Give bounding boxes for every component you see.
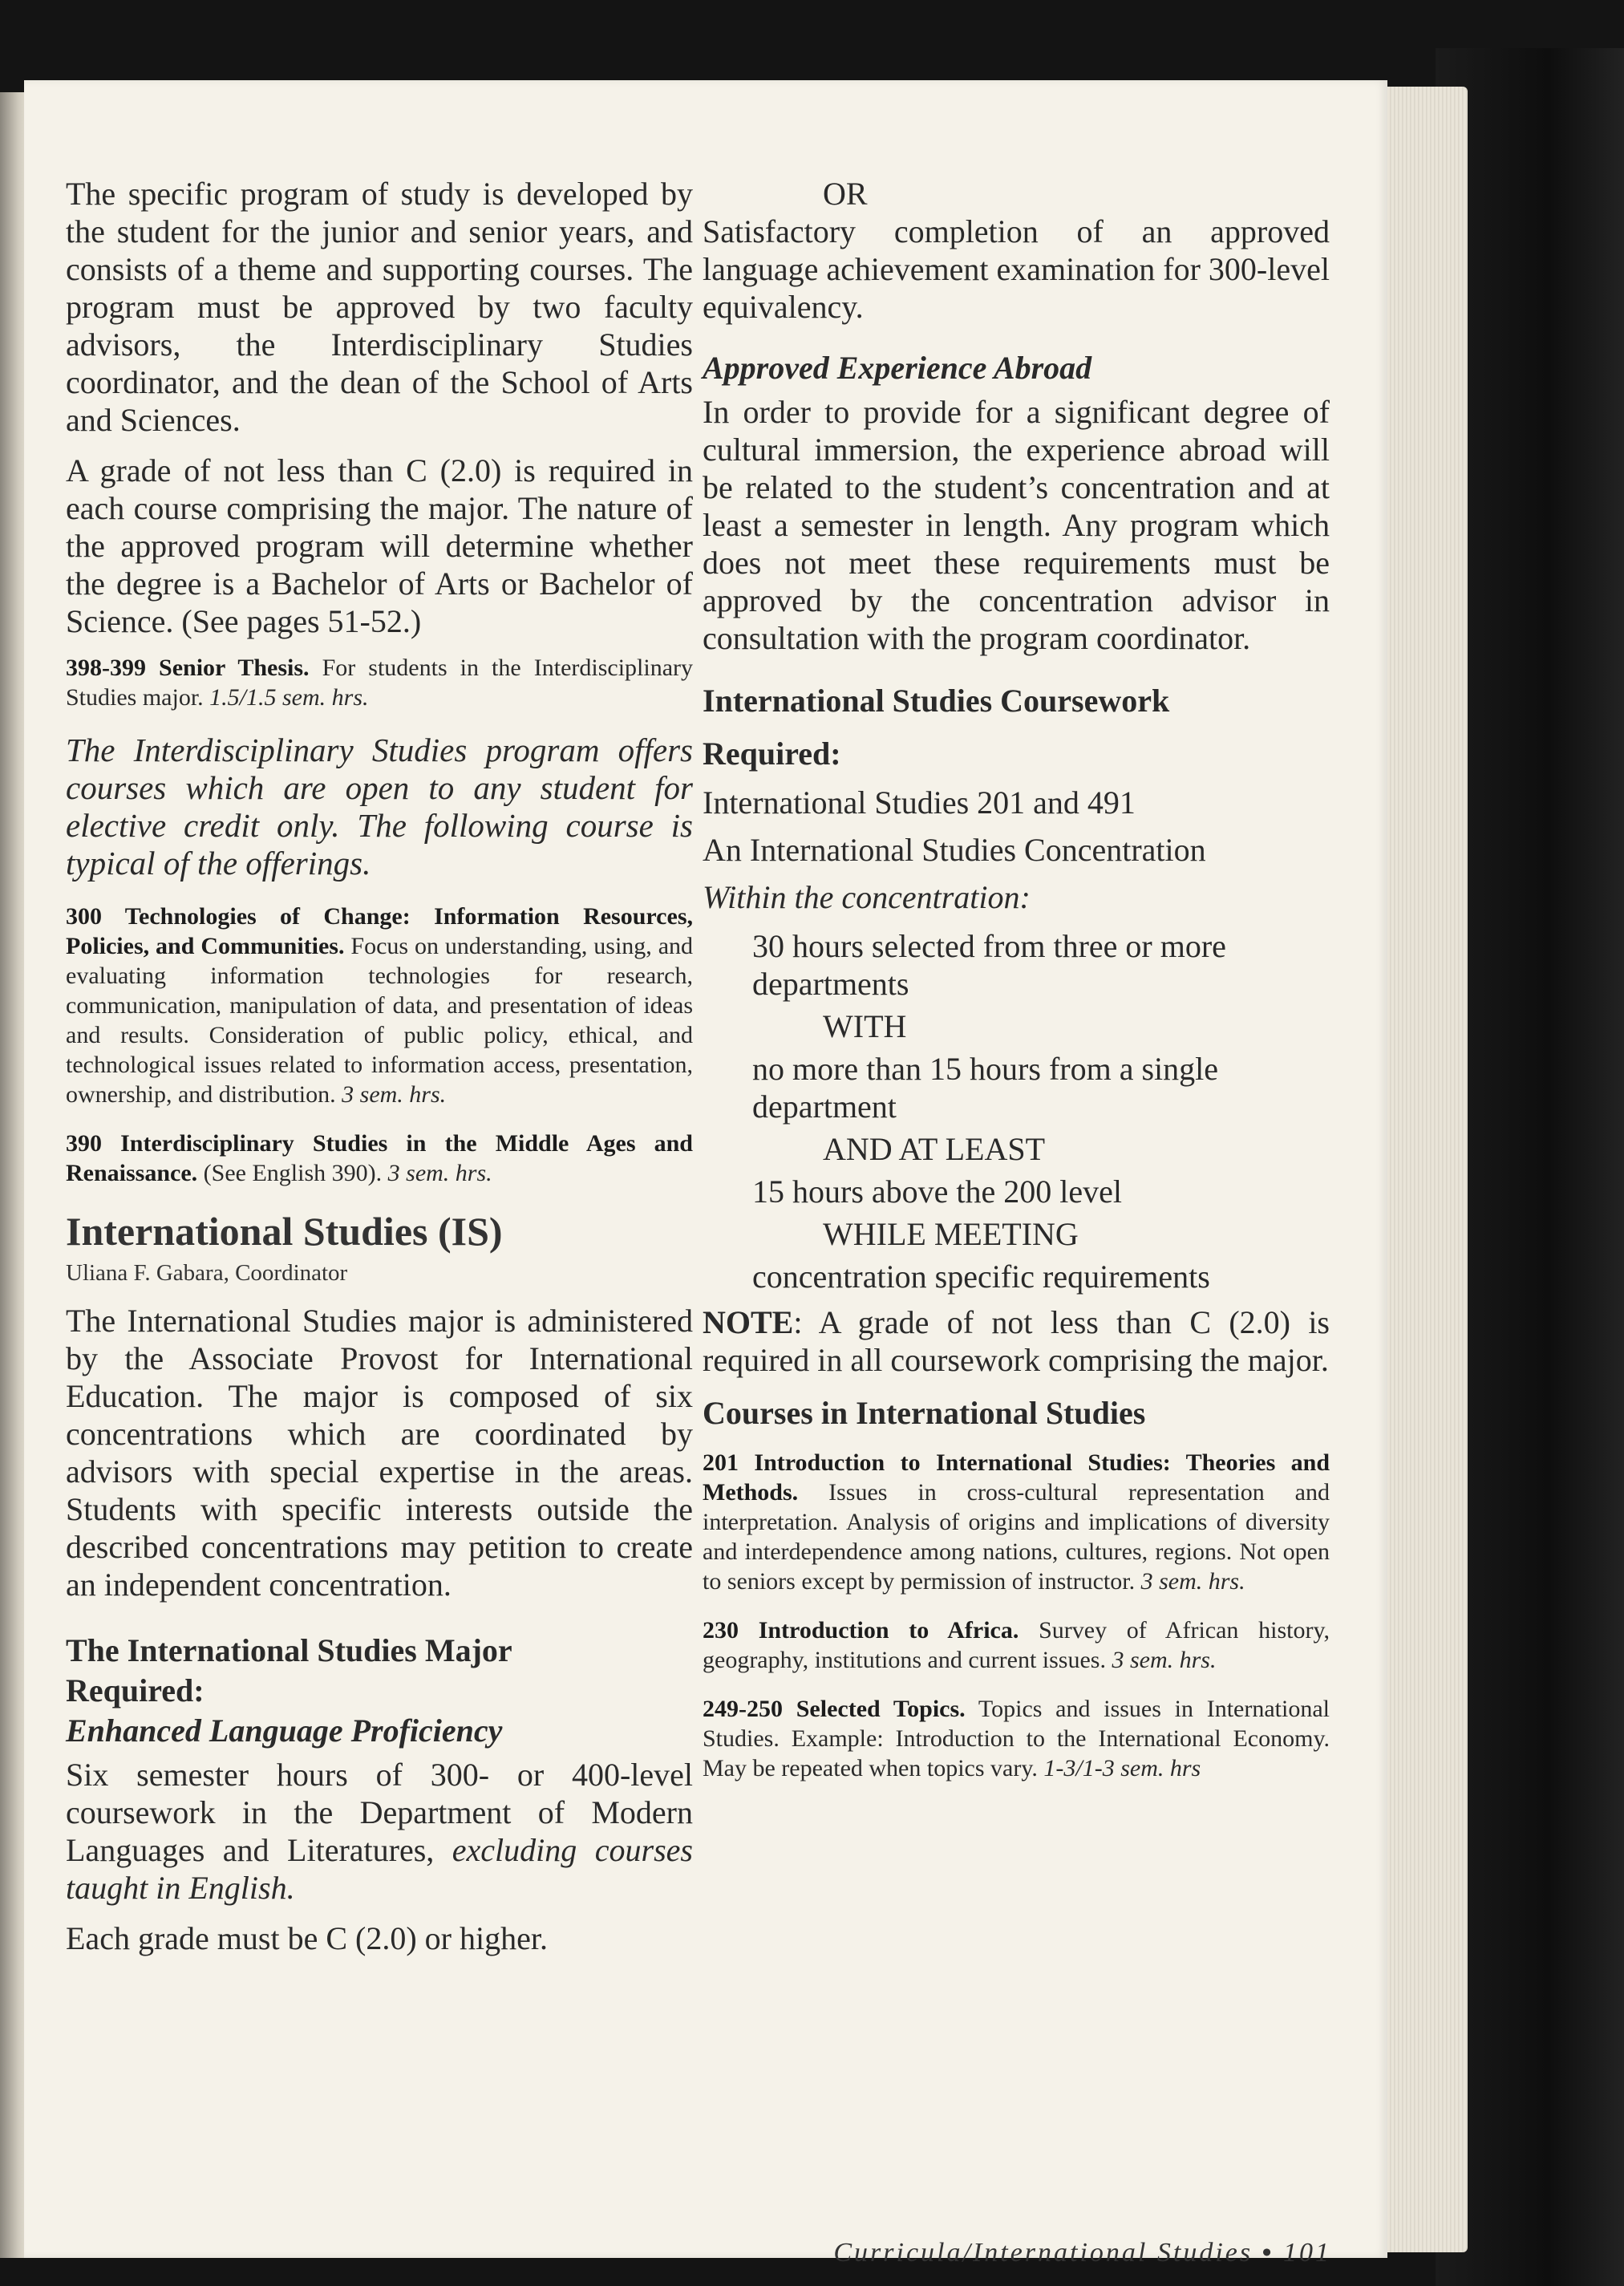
- enhanced-language-heading: Enhanced Language Proficiency: [66, 1712, 503, 1749]
- course-249-description: Topics and issues in International Studies. Example: Introduction to the International Economy. May be repeated when topics vary.: [703, 1696, 1330, 1781]
- abroad-paragraph: In order to provide for a significant degree of cultural immersion, the experience abroad will be related to the student’s concentration and at least a semester in length. Any program which does not meet these requirements must be approved by the concentration advisor in consultation with the program coordinator.: [703, 394, 1330, 656]
- exam-paragraph: Satisfactory completion of an approved language achievement examination for 300-level equivalency.: [703, 213, 1330, 325]
- course-201-description: Issues in cross-cultural representation and interpretation. Analysis of origins and implications of diversity and interdependence among nations, cultures, regions. Not open to seniors except by permission of instructor.: [703, 1479, 1330, 1595]
- with-label: WITH: [823, 1008, 907, 1044]
- program-paragraph: The specific program of study is developed by the student for the junior and senior years, and consists of a theme and supporting courses. The program must be approved by two faculty advisors, the Interdisciplinary Studies coordinator, and the dean of the School of Arts and Sciences.: [66, 176, 693, 438]
- note-label: NOTE: [703, 1304, 794, 1340]
- major-heading: The International Studies Major: [66, 1632, 512, 1668]
- major-description: The International Studies major is administered by the Associate Provost for International Education. The major is composed of six concentrations which are coordinated by advisors with special expertise in the areas. Students with specific interests outside the described concentrations may petition to create an independent concentration.: [66, 1303, 693, 1603]
- and-at-least-label: AND AT LEAST: [823, 1131, 1046, 1167]
- note-text: : A grade of not less than C (2.0) is required in all coursework comprising the major.: [703, 1304, 1330, 1378]
- required-line-2: An International Studies Concentration: [703, 832, 1206, 868]
- course-390-entry: [66, 1129, 693, 1188]
- language-requirement-text: Six semester hours of 300- or 400-level coursework in the Department of Modern Languages and Literatures,: [66, 1757, 693, 1868]
- coursework-required-heading: Required:: [703, 736, 841, 772]
- course-390-description: (See English 390).: [203, 1160, 383, 1186]
- within-concentration: Within the concentration:: [703, 879, 1031, 915]
- page-number: 101: [1283, 2238, 1331, 2268]
- note-paragraph: [703, 1303, 1330, 1379]
- or-label: OR: [823, 176, 868, 212]
- course-249-title: 249-250 Selected Topics.: [703, 1696, 966, 1722]
- courses-heading: Courses in International Studies: [703, 1395, 1146, 1431]
- course-300-hours: 3 sem. hrs.: [342, 1081, 447, 1108]
- language-requirement-exclusion: excluding courses taught in English.: [66, 1832, 693, 1906]
- course-249-entry: [703, 1694, 1330, 1783]
- running-footer: [778, 2238, 1331, 2268]
- course-398-entry: [66, 653, 693, 712]
- course-201-hours: 3 sem. hrs.: [1140, 1568, 1245, 1595]
- concentration-rule-4: concentration specific requirements: [752, 1259, 1210, 1295]
- course-201-entry: [703, 1448, 1330, 1596]
- concentration-rule-1: 30 hours selected from three or more departments: [752, 928, 1226, 1002]
- language-requirement: [66, 1756, 693, 1907]
- course-300-title: 300 Technologies of Change: Information Resources, Policies, and Communities.: [66, 903, 693, 959]
- grade-paragraph: A grade of not less than C (2.0) is required in each course comprising the major. The nature of the approved program will determine whether the degree is a Bachelor of Arts or Bachelor of Science. (See pages 51-52.): [66, 452, 693, 639]
- course-390-title: 390 Interdisciplinary Studies in the Middle Ages and Renaissance.: [66, 1130, 693, 1186]
- while-meeting-label: WHILE MEETING: [823, 1216, 1079, 1252]
- book-page: [24, 80, 1387, 2268]
- concentration-rule-3: 15 hours above the 200 level: [752, 1173, 1122, 1210]
- course-201-title: 201 Introduction to International Studies: Theories and Methods.: [703, 1449, 1330, 1506]
- course-398-title: 398-399 Senior Thesis.: [66, 655, 310, 681]
- section-title: International Studies (IS): [66, 1209, 503, 1254]
- required-line-1: International Studies 201 and 491: [703, 784, 1136, 821]
- course-230-hours: 3 sem. hrs.: [1112, 1647, 1217, 1673]
- right-column: [703, 175, 1330, 1802]
- section-coordinator: Uliana F. Gabara, Coordinator: [66, 1260, 348, 1286]
- required-heading: Required:: [66, 1672, 205, 1708]
- experience-abroad-heading: Approved Experience Abroad: [703, 350, 1092, 386]
- course-230-entry: [703, 1615, 1330, 1675]
- course-230-title: 230 Introduction to Africa.: [703, 1617, 1019, 1644]
- coursework-heading: International Studies Coursework: [703, 683, 1170, 719]
- left-column: [66, 175, 693, 1970]
- course-300-entry: [66, 902, 693, 1109]
- running-head: Curricula/International Studies: [833, 2238, 1253, 2268]
- concentration-rule-2: no more than 15 hours from a single department: [752, 1051, 1218, 1125]
- footer-bullet: •: [1262, 2238, 1274, 2268]
- course-398-description: For students in the Interdisciplinary Studies major.: [66, 655, 694, 711]
- grade-requirement: Each grade must be C (2.0) or higher.: [66, 1920, 548, 1956]
- course-249-hours: 1-3/1-3 sem. hrs: [1043, 1755, 1201, 1781]
- course-390-hours: 3 sem. hrs.: [387, 1160, 492, 1186]
- course-398-hours: 1.5/1.5 sem. hrs.: [209, 684, 369, 711]
- elective-note: The Interdisciplinary Studies program offers courses which are open to any student for elective credit only. The following course is typical of the offerings.: [66, 732, 693, 882]
- course-230-description: Survey of African history, geography, institutions and current issues.: [703, 1617, 1330, 1673]
- course-300-description: Focus on understanding, using, and evaluating information technologies for research, communication, manipulation of data, and presentation of ideas and results. Consideration of public policy, ethical, and technological issues related to information access, presentation, ownership, and distribution.: [66, 933, 694, 1108]
